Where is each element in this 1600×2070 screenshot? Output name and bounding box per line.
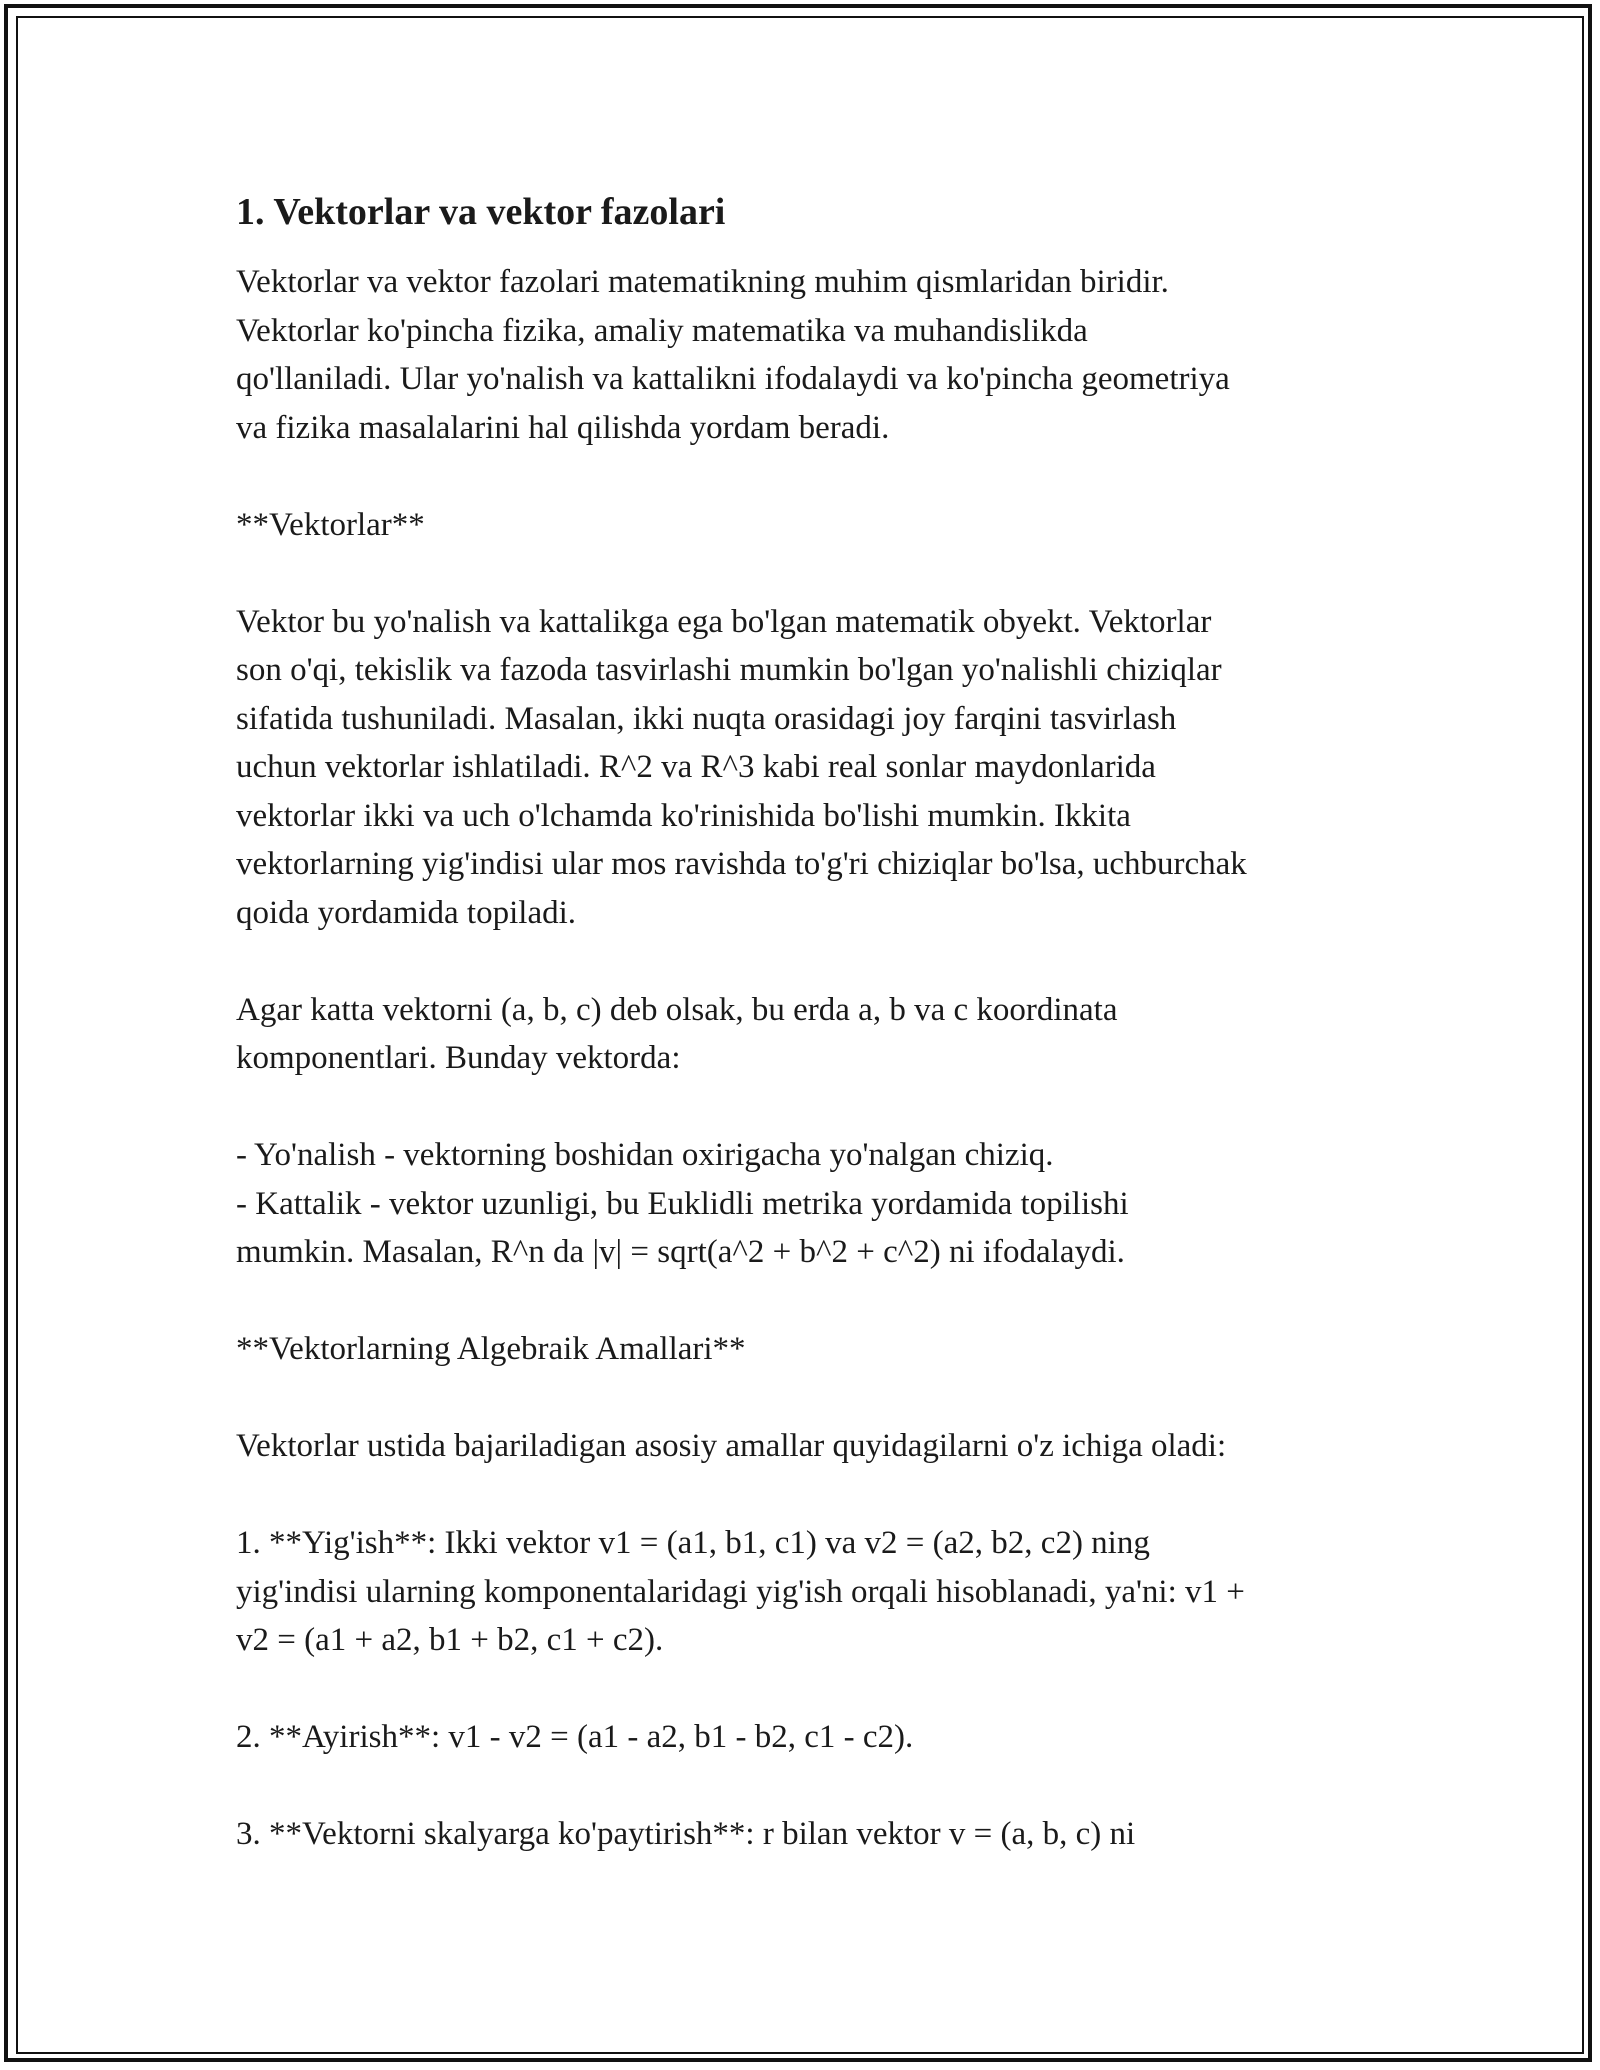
intro-paragraph: Vektorlar va vektor fazolari matematikning muhim qismlaridan biridir. Vektorlar ko'pincha fizika, amaliy matematika va muhandislikda qo'llaniladi. Ular yo'nalish va kattalikni ifodalaydi va ko'pincha geometriya va fizika masalalarini hal qilishda yordam beradi. — [236, 264, 1230, 446]
properties-list: - Yo'nalish - vektorning boshidan oxirigacha yo'nalgan chiziq. - Kattalik - vektor uzunligi, bu Euklidli metrika yordamida topilishi mumkin. Masalan, R^n da |v| = sqrt(a^2 + b^2 + c^2) ni ifodalaydi. — [236, 1137, 1129, 1270]
operations-intro-paragraph: Vektorlar ustida bajariladigan asosiy amallar quyidagilarni o'z ichiga oladi: — [236, 1428, 1227, 1464]
algebraic-operations-subheading: **Vektorlarning Algebraik Amallari** — [236, 1331, 746, 1367]
vektor-definition-paragraph: Vektor bu yo'nalish va kattalikga ega bo'lgan matematik obyekt. Vektorlar son o'qi, tekislik va fazoda tasvirlashi mumkin bo'lgan yo'nalishli chiziqlar sifatida tushuniladi. Masalan, ikki nuqta orasidagi joy farqini tasvirlash uchun vektorlar ishlatiladi. R^2 va R^3 kabi real sonlar maydonlarida vektorlar ikki va uch o'lchamda ko'rinishida bo'lishi mumkin. Ikkita vektorlarning yig'indisi ular mos ravishda to'g'ri chiziqlar bo'lsa, uchburchak qoida yordamida topiladi. — [236, 603, 1247, 931]
operation-subtraction-item: 2. **Ayirish**: v1 - v2 = (a1 - a2, b1 - b2, c1 - c2). — [236, 1719, 914, 1755]
coordinates-paragraph: Agar katta vektorni (a, b, c) deb olsak, bu erda a, b va c koordinata komponentlari. Bunday vektorda: — [236, 991, 1118, 1076]
section-heading: 1. Vektorlar va vektor fazolari — [236, 191, 726, 233]
operation-scalar-multiplication-item: 3. **Vektorni skalyarga ko'paytirish**: r bilan vektor v = (a, b, c) ni — [236, 1816, 1136, 1852]
document-body — [236, 188, 1368, 1907]
vektorlar-subheading: **Vektorlar** — [236, 506, 425, 543]
operation-addition-item: 1. **Yig'ish**: Ikki vektor v1 = (a1, b1, c1) va v2 = (a2, b2, c2) ning yig'indisi ularning komponentalaridagi yig'ish orqali hisoblanadi, ya'ni: v1 + v2 = (a1 + a2, b1 + b2, c1 + c2). — [236, 1525, 1245, 1658]
